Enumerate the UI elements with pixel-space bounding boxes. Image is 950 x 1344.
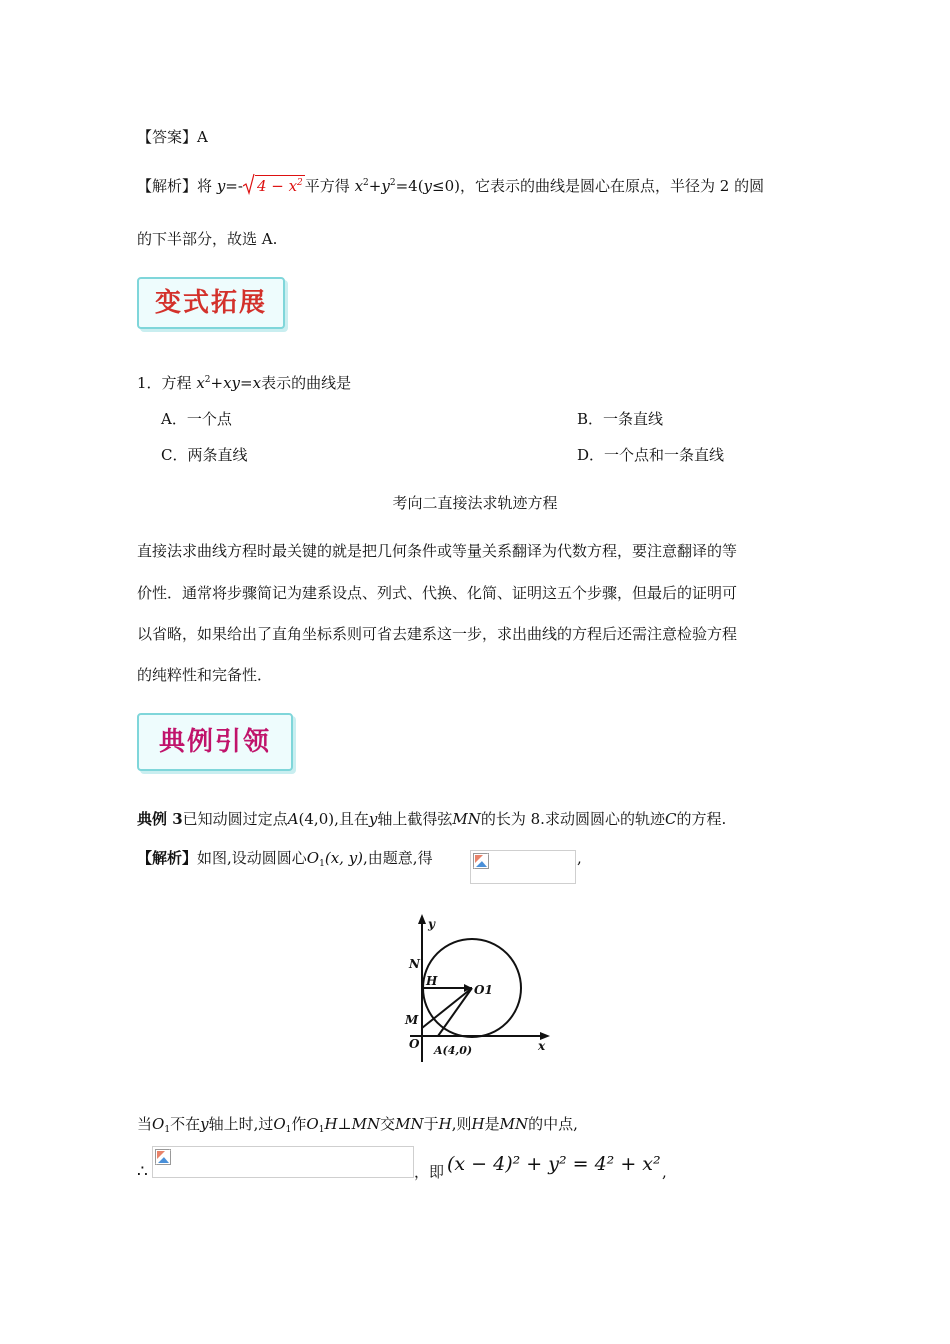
- c-mn-2: MN: [395, 1115, 424, 1133]
- therefore-symbol: ∴: [137, 1162, 148, 1182]
- radical-icon: [243, 173, 255, 195]
- ex-text-4: 的长为 8.求动圆圆心的轨迹: [480, 810, 665, 828]
- para-line-4: 的纯粹性和完备性．: [137, 666, 273, 684]
- eq4: =4(: [395, 177, 424, 195]
- broken-image-icon: [473, 853, 489, 869]
- broken-image-formula-2: [152, 1146, 414, 1178]
- label-x: x: [538, 1039, 546, 1053]
- example-3: [137, 809, 726, 829]
- label-y: y: [428, 917, 435, 931]
- curve-c: C: [664, 810, 677, 828]
- option-b[interactable]: [577, 409, 663, 429]
- ex-text-2: ,且在: [334, 810, 369, 828]
- c-text-8: 是: [484, 1115, 500, 1133]
- option-text: 一条直线: [603, 410, 664, 428]
- chord-mn: MN: [452, 810, 481, 828]
- option-c[interactable]: [161, 445, 248, 465]
- analysis-line-1: [137, 175, 764, 196]
- ex-text-5: 的方程.: [676, 810, 727, 828]
- plus: +: [368, 177, 382, 195]
- label-m: M: [405, 1013, 419, 1027]
- option-text: 一个点和一条直线: [604, 446, 725, 464]
- analysis-line-2: 的下半部分，故选 A.: [137, 230, 278, 248]
- c-h: H: [438, 1115, 452, 1133]
- broken-image-formula-1: [470, 850, 576, 884]
- answer-line: [137, 127, 208, 147]
- an2-text-2: ,由题意,得: [363, 849, 433, 867]
- label-a: A(4,0): [434, 1044, 473, 1057]
- badge-variant-extension: 变式拓展: [137, 277, 285, 329]
- question-1: [137, 373, 351, 393]
- c-mn-3: MN: [499, 1115, 529, 1133]
- ex-text-3: 轴上截得弦: [377, 810, 453, 828]
- answer-value: A: [197, 128, 208, 146]
- analysis-label: 【解析】: [137, 177, 198, 195]
- c-text-6: 于: [423, 1115, 439, 1133]
- option-letter: B．: [577, 410, 604, 428]
- c-sub-3: 1: [318, 1125, 325, 1135]
- analysis-text: 将: [197, 177, 213, 195]
- var-y: y: [216, 177, 226, 195]
- sqrt-body: 4 − x: [256, 177, 298, 195]
- para-line-1: 直接法求曲线方程时最关键的就是把几何条件或等量关系翻译为代数方程，要注意翻译的等: [137, 542, 738, 560]
- c-perp: H⊥: [324, 1115, 352, 1133]
- option-text: 两条直线: [187, 446, 248, 464]
- c-text-2: 不在: [170, 1115, 201, 1133]
- therefore-sep: [414, 1162, 444, 1182]
- eq-minus: =-: [225, 177, 243, 195]
- c-mn: MN: [351, 1115, 381, 1133]
- c-o1: O: [152, 1115, 165, 1133]
- broken-image-icon: [155, 1149, 171, 1165]
- sep: ，: [414, 1163, 430, 1181]
- circle-figure: [400, 910, 550, 1065]
- answer-label: 【答案】: [137, 128, 198, 146]
- exp-2b: 2: [389, 178, 396, 188]
- c-text-1: 当: [137, 1115, 153, 1133]
- q1-prefix: 1．方程: [137, 374, 192, 392]
- c-text-3: 轴上时,过: [208, 1115, 274, 1133]
- para-line-3: 以省略，如果给出了直角坐标系则可省去建系这一步，求出曲线的方程后还需注意检验方程: [137, 625, 738, 643]
- analysis-cond: ≤0)，它表示的曲线是圆心在原点，半径为 2 的圆: [432, 177, 765, 195]
- q1-x-2: x: [252, 374, 262, 392]
- label-o: O: [409, 1037, 420, 1051]
- badge-typical-example: 典例引领: [137, 713, 293, 771]
- q1-plus-xy: +xy: [210, 374, 241, 392]
- var-y: y: [368, 810, 378, 828]
- var-x: x: [354, 177, 364, 195]
- condition-line: [137, 1114, 578, 1134]
- option-text: 一个点: [186, 410, 232, 428]
- label-n: N: [409, 957, 420, 971]
- q1-eq: =: [240, 374, 253, 392]
- analysis-label: 【解析】: [137, 849, 198, 867]
- c-o1-3: O: [306, 1115, 319, 1133]
- analysis-2-line: [137, 848, 433, 868]
- para-line-2: 价性．通常将步骤简记为建系设点、列式、代换、化简、证明这五个步骤，但最后的证明可: [137, 584, 738, 602]
- option-letter: C．: [161, 446, 188, 464]
- center-o: O: [306, 849, 320, 867]
- label-o1: O1: [474, 983, 493, 997]
- point-a: A: [287, 810, 299, 828]
- option-d[interactable]: [577, 445, 724, 465]
- option-letter: A．: [161, 410, 187, 428]
- c-text-4: 作: [291, 1115, 307, 1133]
- point-a-coord: (4,0): [298, 810, 335, 828]
- example-label: 典例 3: [137, 810, 183, 828]
- q1-x: x: [196, 374, 205, 392]
- ji-text: 即: [429, 1163, 445, 1181]
- equation-result: (x − 4)² + y² = 4² + x²: [447, 1153, 661, 1175]
- analysis-2-comma: ,: [577, 849, 582, 867]
- c-h-2: H: [471, 1115, 485, 1133]
- analysis-text-2: 平方得: [304, 177, 350, 195]
- equation-comma: ,: [662, 1163, 667, 1181]
- option-letter: D．: [577, 446, 605, 464]
- center-coord: (x, y): [324, 849, 364, 867]
- c-text-9: 的中点,: [528, 1115, 578, 1133]
- y-axis-arrow-icon: [418, 914, 426, 924]
- c-text-7: ,则: [451, 1115, 472, 1133]
- var-y-2: y: [381, 177, 390, 195]
- c-sub: 1: [164, 1125, 171, 1135]
- center-sub: 1: [319, 859, 325, 869]
- section-title: 考向二直接法求轨迹方程: [392, 494, 558, 512]
- ex-text-1: 已知动圆过定点: [182, 810, 288, 828]
- c-o1-2: O: [273, 1115, 286, 1133]
- c-sub-2: 1: [285, 1125, 292, 1135]
- sqrt-exp: 2: [297, 178, 303, 188]
- c-text-5: 交: [380, 1115, 396, 1133]
- c-y: y: [200, 1115, 209, 1133]
- option-a[interactable]: [161, 409, 232, 429]
- var-y-3: y: [423, 177, 433, 195]
- sqrt-expression: [243, 175, 305, 196]
- label-h: H: [426, 974, 438, 988]
- an2-text-1: 如图,设动圆圆心: [197, 849, 307, 867]
- q1-exp: 2: [204, 375, 211, 385]
- exp-2: 2: [363, 178, 369, 188]
- q1-suffix: 表示的曲线是: [261, 374, 352, 392]
